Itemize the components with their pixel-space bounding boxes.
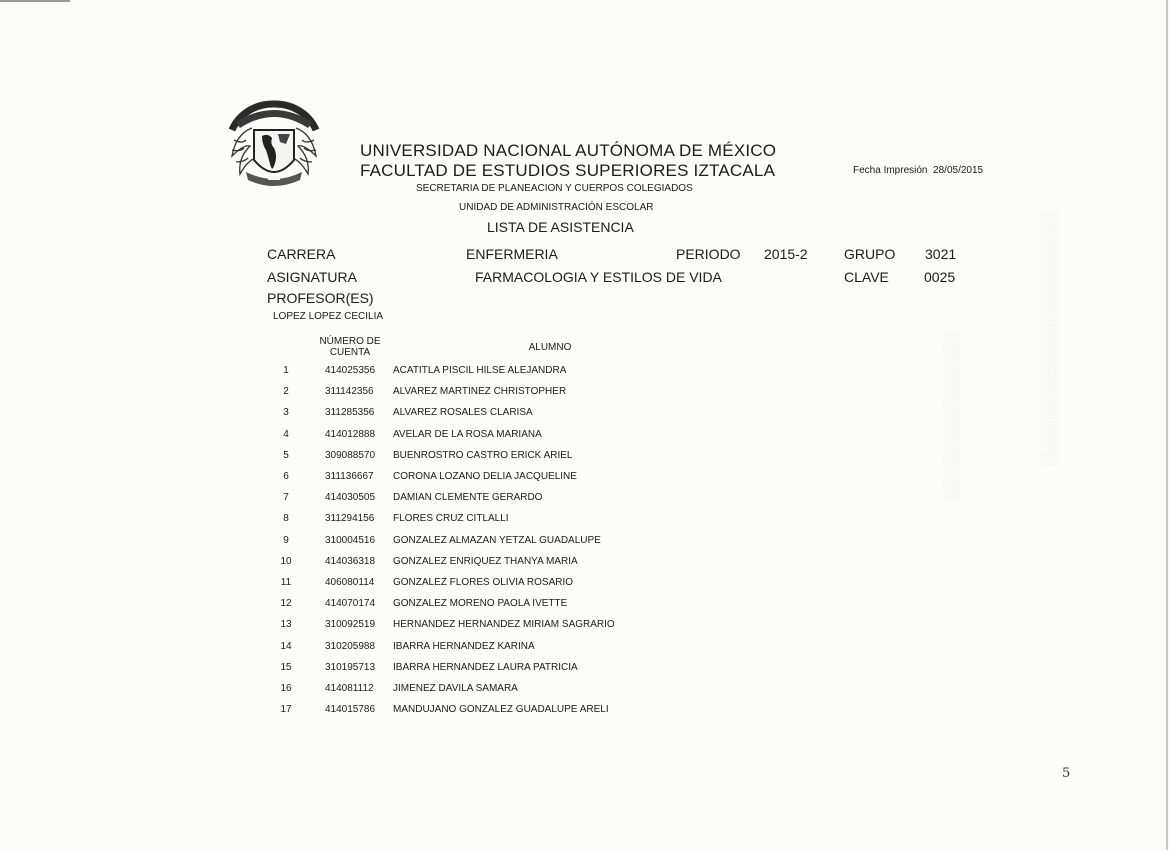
row-account-number: 310092519 [325, 619, 376, 630]
asignatura-label: ASIGNATURA [267, 269, 357, 285]
print-date-value: 28/05/2015 [933, 165, 984, 176]
row-number: 6 [283, 471, 289, 482]
periodo-label: PERIODO [676, 246, 741, 262]
row-account-number: 414015786 [325, 704, 376, 715]
row-student-name: MANDUJANO GONZALEZ GUADALUPE ARELI [393, 704, 609, 715]
document-title: LISTA DE ASISTENCIA [487, 219, 634, 235]
row-student-name: DAMIAN CLEMENTE GERARDO [393, 492, 543, 503]
faculty-name: FACULTAD DE ESTUDIOS SUPERIORES IZTACALA [360, 161, 776, 180]
row-student-name: IBARRA HERNANDEZ KARINA [393, 641, 535, 652]
row-number: 2 [283, 386, 289, 397]
row-student-name: FLORES CRUZ CITLALLI [393, 513, 509, 524]
row-number: 4 [283, 429, 289, 440]
row-account-number: 311285356 [325, 407, 375, 418]
row-student-name: AVELAR DE LA ROSA MARIANA [393, 429, 542, 440]
col-header-student: ALUMNO [528, 342, 572, 353]
row-number: 15 [280, 662, 292, 673]
page-number: 5 [1062, 766, 1071, 781]
grupo-value: 3021 [925, 246, 957, 262]
periodo-value: 2015-2 [764, 246, 808, 262]
row-account-number: 414025356 [325, 365, 376, 376]
print-date-label: Fecha Impresión [853, 165, 928, 176]
row-number: 16 [280, 683, 292, 694]
row-number: 7 [283, 492, 289, 503]
row-number: 5 [283, 450, 289, 461]
scan-edge-right [1166, 0, 1168, 850]
row-student-name: GONZALEZ MORENO PAOLA IVETTE [393, 598, 568, 609]
row-number: 11 [280, 577, 292, 588]
asignatura-value: FARMACOLOGIA Y ESTILOS DE VIDA [475, 269, 722, 285]
profesor-name: LOPEZ LOPEZ CECILIA [273, 311, 384, 322]
row-student-name: IBARRA HERNANDEZ LAURA PATRICIA [393, 662, 578, 673]
row-student-name: JIMENEZ DAVILA SAMARA [393, 683, 518, 694]
col-header-account-line2: CUENTA [329, 347, 371, 358]
row-number: 13 [280, 619, 292, 630]
row-student-name: GONZALEZ ALMAZAN YETZAL GUADALUPE [393, 535, 601, 546]
profesores-label: PROFESOR(ES) [267, 290, 374, 306]
row-account-number: 414070174 [325, 598, 376, 609]
row-student-name: GONZALEZ FLORES OLIVIA ROSARIO [393, 577, 574, 588]
bleed-through-text: ░░░░░░░░░░░░░░░ [943, 330, 960, 501]
carrera-label: CARRERA [267, 246, 336, 262]
clave-label: CLAVE [844, 269, 889, 285]
row-number: 17 [280, 704, 292, 715]
row-student-name: ALVAREZ ROSALES CLARISA [393, 407, 533, 418]
university-name: UNIVERSIDAD NACIONAL AUTÓNOMA DE MÉXICO [360, 141, 777, 160]
unit-name: UNIDAD DE ADMINISTRACIÓN ESCOLAR [459, 202, 654, 213]
row-account-number: 414036318 [325, 556, 376, 567]
row-number: 8 [283, 513, 289, 524]
row-account-number: 414030505 [325, 492, 376, 503]
row-account-number: 311136667 [325, 471, 374, 482]
row-number: 10 [280, 556, 292, 567]
scan-edge-top [0, 0, 70, 2]
row-account-number: 406080114 [325, 577, 375, 588]
row-student-name: CORONA LOZANO DELIA JACQUELINE [393, 471, 577, 482]
row-student-name: HERNANDEZ HERNANDEZ MIRIAM SAGRARIO [393, 619, 615, 630]
row-student-name: GONZALEZ ENRIQUEZ THANYA MARIA [393, 556, 578, 567]
secretariat-name: SECRETARIA DE PLANEACION Y CUERPOS COLEGIADOS [416, 183, 693, 194]
unam-seal [226, 100, 322, 188]
row-student-name: ALVAREZ MARTINEZ CHRISTOPHER [393, 386, 567, 397]
col-header-account-line1: NÚMERO DE [319, 336, 381, 347]
carrera-value: ENFERMERIA [466, 246, 558, 262]
row-account-number: 414012888 [325, 429, 376, 440]
col-header-account [310, 336, 390, 358]
print-date [853, 165, 983, 176]
row-account-number: 310205988 [325, 641, 376, 652]
grupo-label: GRUPO [844, 246, 896, 262]
row-student-name: ACATITLA PISCIL HILSE ALEJANDRA [393, 365, 567, 376]
row-number: 14 [280, 641, 292, 652]
row-number: 1 [283, 365, 289, 376]
row-number: 3 [283, 407, 289, 418]
bleed-through-text: ░░░░░░░░░░░░░░░░░░░░ [1040, 210, 1060, 466]
row-number: 12 [280, 598, 292, 609]
row-account-number: 309088570 [325, 450, 376, 461]
clave-value: 0025 [924, 269, 956, 285]
row-account-number: 310004516 [325, 535, 376, 546]
row-account-number: 414081112 [325, 683, 374, 694]
row-student-name: BUENROSTRO CASTRO ERICK ARIEL [393, 450, 573, 461]
row-account-number: 311294156 [325, 513, 375, 524]
row-account-number: 310195713 [325, 662, 376, 673]
row-number: 9 [283, 535, 289, 546]
row-account-number: 311142356 [325, 386, 374, 397]
